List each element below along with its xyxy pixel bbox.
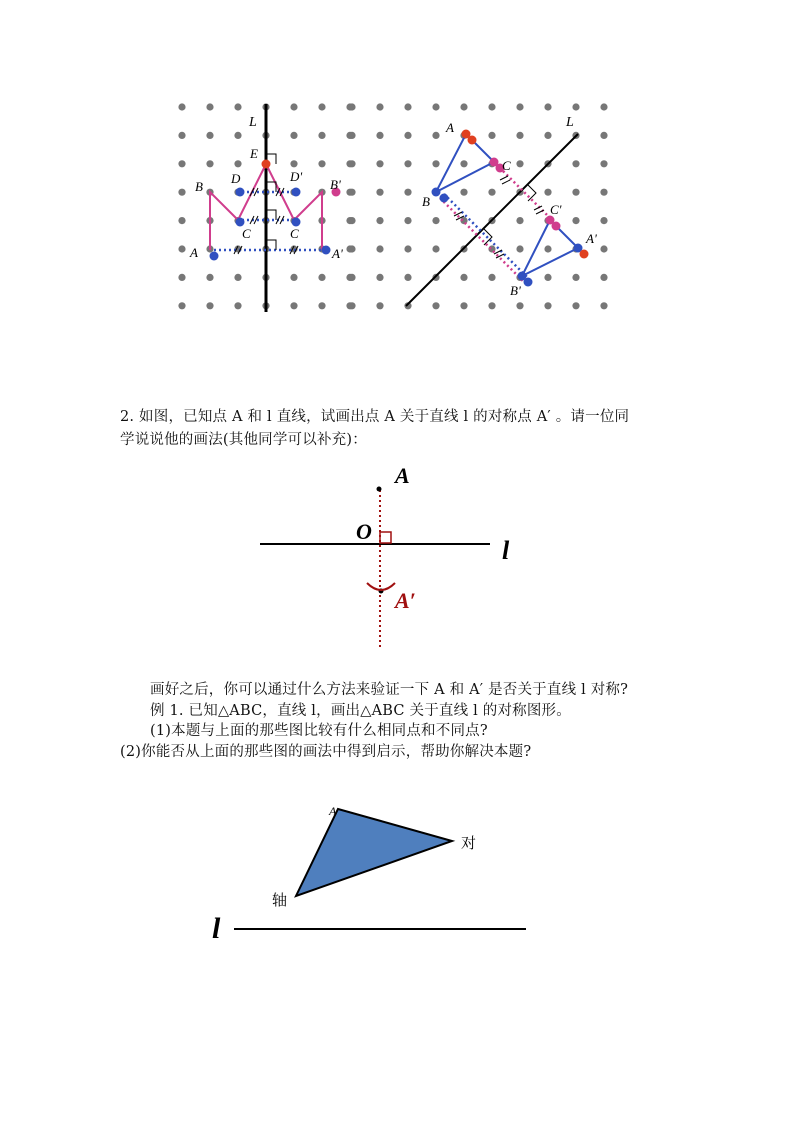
grid-dot (544, 132, 551, 139)
grid-dot (376, 245, 383, 252)
grid-dot (290, 103, 297, 110)
grid-dot (376, 189, 383, 196)
label-a: A (395, 463, 410, 488)
grid-dot (348, 103, 355, 110)
grid-dot (206, 103, 213, 110)
svg-text:A': A' (332, 246, 343, 261)
label-line-l: l (212, 912, 221, 945)
grid-dot (488, 274, 495, 281)
grid-dot (206, 132, 213, 139)
grid-dot (460, 103, 467, 110)
grid-dot (234, 132, 241, 139)
grid-dot (348, 245, 355, 252)
grid-dot (376, 274, 383, 281)
grid-dot (318, 274, 325, 281)
grid-dot (516, 217, 523, 224)
grid-dot (516, 160, 523, 167)
grid-dot (460, 274, 467, 281)
grid-dot (206, 302, 213, 309)
grid-dot (432, 132, 439, 139)
grid-dot (348, 217, 355, 224)
grid-dot (516, 132, 523, 139)
grid-dot (234, 160, 241, 167)
grid-dot (404, 160, 411, 167)
grid-dot (178, 274, 185, 281)
svg-text:A: A (446, 120, 454, 135)
grid-dot (404, 132, 411, 139)
svg-text:A': A' (586, 231, 597, 246)
grid-dot (516, 103, 523, 110)
point-a (377, 487, 382, 492)
grid-dot (544, 274, 551, 281)
grid-dot (206, 274, 213, 281)
grid-dot (318, 132, 325, 139)
grid-dot (460, 302, 467, 309)
label-vertex-a: A (329, 804, 337, 818)
left-connectors (214, 192, 326, 250)
svg-text:B: B (422, 194, 430, 209)
grid-dot (544, 103, 551, 110)
grid-dot (544, 302, 551, 309)
grid-dot (376, 103, 383, 110)
triangle-abc (296, 809, 452, 896)
grid-dot (178, 132, 185, 139)
grid-dot (404, 245, 411, 252)
grid-dot (318, 103, 325, 110)
grid-dot (178, 302, 185, 309)
grid-dot (572, 103, 579, 110)
grid-dot (290, 274, 297, 281)
right-labels (422, 120, 597, 298)
svg-text:A: A (190, 245, 198, 260)
grid-dot (600, 189, 607, 196)
svg-text:C': C' (550, 202, 562, 217)
grid-dot (348, 274, 355, 281)
grid-dots (178, 103, 607, 309)
grid-dot (178, 160, 185, 167)
grid-dot (516, 245, 523, 252)
svg-text:C: C (502, 158, 511, 173)
grid-dot (572, 274, 579, 281)
grid-dot (376, 132, 383, 139)
grid-dot (404, 103, 411, 110)
right-axis-label: L (566, 115, 574, 130)
label-a-prime: A′ (395, 588, 416, 613)
grid-dot (516, 302, 523, 309)
grid-dot (404, 274, 411, 281)
grid-dot (600, 302, 607, 309)
label-zhou: 轴 (272, 893, 288, 909)
grid-dot (404, 217, 411, 224)
grid-dot (318, 160, 325, 167)
grid-dot (460, 189, 467, 196)
svg-text:B: B (195, 179, 203, 194)
grid-dot (432, 302, 439, 309)
grid-dot (376, 217, 383, 224)
label-l: l (502, 536, 510, 565)
grid-dot (432, 217, 439, 224)
label-dui: 对 (461, 836, 477, 852)
grid-figure (0, 0, 794, 330)
grid-dot (234, 274, 241, 281)
example-text: 例 1. 已知△ABC，直线 l，画出△ABC 关于直线 l 的对称图形。 (150, 703, 571, 719)
svg-text:E: E (250, 146, 258, 161)
left-axis-label: L (249, 115, 257, 130)
grid-dot (488, 103, 495, 110)
right-angle-mark (380, 532, 391, 543)
grid-dot (178, 189, 185, 196)
grid-dot (318, 302, 325, 309)
grid-dot (348, 160, 355, 167)
grid-dot (432, 245, 439, 252)
grid-dot (348, 132, 355, 139)
svg-text:C: C (242, 226, 251, 241)
grid-dot (572, 302, 579, 309)
grid-dot (376, 302, 383, 309)
grid-dot (404, 189, 411, 196)
grid-dot (178, 217, 185, 224)
grid-dot (206, 160, 213, 167)
triangle-figure (200, 795, 540, 950)
svg-text:B': B' (510, 283, 521, 298)
grid-dot (488, 302, 495, 309)
svg-text:C: C (290, 226, 299, 241)
verify-text: 画好之后，你可以通过什么方法来验证一下 A 和 A′ 是否关于直线 l 对称? (150, 682, 629, 698)
question2-line2: 学说说他的画法(其他同学可以补充)： (120, 432, 367, 448)
grid-dot (488, 189, 495, 196)
grid-dot (600, 103, 607, 110)
svg-text:D: D (231, 171, 241, 186)
question2-line1: 2. 如图，已知点 A 和 l 直线，试画出点 A 关于直线 l 的对称点 A′ 。请一位同 (120, 409, 630, 425)
question-1-text: (1)本题与上面的那些图比较有什么相同点和不同点? (150, 723, 488, 739)
grid-dot (600, 132, 607, 139)
grid-dot (348, 302, 355, 309)
label-o: O (356, 519, 372, 544)
grid-dot (348, 189, 355, 196)
grid-dot (600, 160, 607, 167)
grid-dot (234, 302, 241, 309)
grid-dot (290, 132, 297, 139)
grid-dot (600, 245, 607, 252)
grid-dot (432, 160, 439, 167)
grid-dot (376, 160, 383, 167)
grid-dot (234, 103, 241, 110)
grid-dot (572, 217, 579, 224)
grid-dot (290, 302, 297, 309)
grid-dot (572, 160, 579, 167)
grid-dot (600, 217, 607, 224)
reflection-figure (240, 455, 540, 655)
grid-dot (600, 274, 607, 281)
grid-dot (178, 103, 185, 110)
grid-dot (572, 189, 579, 196)
grid-dot (544, 189, 551, 196)
grid-dot (544, 245, 551, 252)
question-2-text: (2)你能否从上面的那些图的画法中得到启示，帮助你解决本题? (120, 744, 532, 760)
grid-dot (488, 132, 495, 139)
grid-dot (432, 103, 439, 110)
svg-text:D': D' (290, 169, 303, 184)
grid-dot (460, 160, 467, 167)
grid-dot (290, 160, 297, 167)
svg-text:B': B' (330, 177, 341, 192)
grid-dot (178, 245, 185, 252)
